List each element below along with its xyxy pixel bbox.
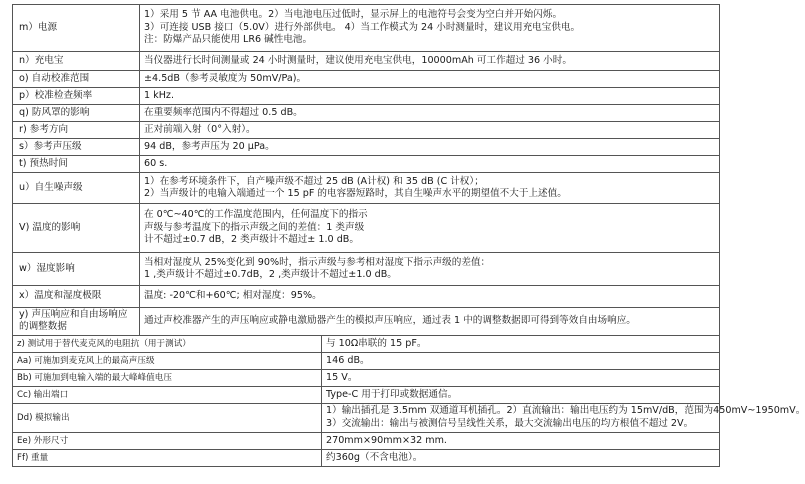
spec-value-line: 当相对湿度从 25%变化到 90%时，指示声级与参考相对湿度下指示声级的差值： bbox=[144, 256, 491, 268]
spec-key: Dd) 模拟输出 bbox=[13, 403, 322, 432]
spec-value bbox=[140, 52, 720, 71]
spec-value-line: 正对前端入射（0°入射）。 bbox=[144, 123, 256, 135]
spec-value-line: Type-C 用于打印或数据通信。 bbox=[326, 388, 458, 400]
spec-value-line: 1 ,类声级计不超过±0.7dB，2 ,类声级计不超过±1.0 dB。 bbox=[144, 269, 397, 280]
spec-key: w）湿度影响 bbox=[13, 253, 140, 286]
spec-value bbox=[140, 286, 720, 308]
spec-table bbox=[12, 4, 720, 336]
spec-key: t) 预热时间 bbox=[13, 156, 140, 173]
spec-value-line: ±4.5dB（参考灵敏度为 50mV/Pa)。 bbox=[144, 72, 307, 84]
spec-key: y) 声压响应和自由场响应的调整数据 bbox=[13, 308, 140, 336]
spec-row bbox=[13, 386, 720, 403]
spec-row bbox=[13, 52, 720, 71]
spec-value-line: 146 dB。 bbox=[326, 354, 370, 366]
spec-value bbox=[140, 156, 720, 173]
spec-row bbox=[13, 308, 720, 336]
spec-value bbox=[140, 173, 720, 204]
spec-value-line: 在 0℃~40℃的工作温度范围内，任何温度下的指示 bbox=[144, 209, 368, 221]
spec-value bbox=[140, 88, 720, 105]
spec-row bbox=[13, 253, 720, 286]
spec-key: s）参考声压级 bbox=[13, 139, 140, 156]
spec-row bbox=[13, 71, 720, 88]
spec-value bbox=[322, 449, 720, 466]
spec-key: z) 测试用于替代麦克风的电阻抗（用于测试） bbox=[13, 335, 322, 352]
spec-key: u）自生噪声级 bbox=[13, 173, 140, 204]
spec-value bbox=[140, 204, 720, 253]
spec-value bbox=[322, 335, 720, 352]
spec-value-line: 1）采用 5 节 AA 电池供电。2）当电池电压过低时，显示屏上的电池符号会变为空白并开始闪烁。 bbox=[144, 9, 563, 21]
spec-row bbox=[13, 369, 720, 386]
spec-row bbox=[13, 352, 720, 369]
spec-key: m）电源 bbox=[13, 5, 140, 52]
spec-value-line: 温度: -20℃和+60℃; 相对湿度：95%。 bbox=[144, 290, 322, 302]
spec-value bbox=[322, 403, 805, 432]
spec-value-line: 与 10Ω串联的 15 pF。 bbox=[326, 337, 427, 349]
spec-row bbox=[13, 156, 720, 173]
spec-row bbox=[13, 449, 720, 466]
spec-value bbox=[140, 122, 720, 139]
spec-value-line: 270mm×90mm×32 mm. bbox=[326, 434, 447, 446]
spec-value-line: 3）可连接 USB 接口（5.0V）进行外部供电。 4）当工作模式为 24 小时测量时，建议用充电宝供电。 bbox=[144, 21, 581, 33]
spec-value-line: 1）在参考环境条件下，自产噪声级不超过 25 dB (A计权) 和 35 dB (C 计权）； bbox=[144, 175, 484, 187]
spec-row bbox=[13, 122, 720, 139]
spec-value bbox=[140, 308, 720, 336]
spec-value-line: 计不超过±0.7 dB，2 类声级计不超过± 1.0 dB。 bbox=[144, 234, 359, 246]
spec-key: n）充电宝 bbox=[13, 52, 140, 71]
spec-value bbox=[140, 71, 720, 88]
spec-row bbox=[13, 432, 720, 449]
spec-value bbox=[322, 369, 720, 386]
spec-value-line: 注：防爆产品只能使用 LR6 碱性电池。 bbox=[144, 34, 313, 46]
spec-value-line: 当仪器进行长时间测量或 24 小时测量时，建议使用充电宝供电，10000mAh 可工作超过 36 小时。 bbox=[144, 54, 572, 66]
spec-row bbox=[13, 5, 720, 52]
spec-value bbox=[322, 352, 720, 369]
spec-value-line: 60 s. bbox=[144, 157, 168, 169]
spec-value-line: 94 dB，参考声压为 20 μPa。 bbox=[144, 140, 275, 152]
spec-value-line: 1 kHz. bbox=[144, 89, 175, 101]
spec-value-line: 在重要频率范围内不得超过 0.5 dB。 bbox=[144, 106, 303, 118]
spec-row bbox=[13, 105, 720, 122]
spec-value-line: 2）当声级计的电输入端通过一个 15 pF 的电容器短路时，其自生噪声水平的期望值不大于上述值。 bbox=[144, 188, 567, 199]
spec-key: Bb) 可施加到电输入端的最大峰峰值电压 bbox=[13, 369, 322, 386]
spec-key: Ff) 重量 bbox=[13, 449, 322, 466]
spec-key: x）温度和湿度极限 bbox=[13, 286, 140, 308]
spec-key: V) 温度的影响 bbox=[13, 204, 140, 253]
spec-row bbox=[13, 335, 720, 352]
spec-value bbox=[322, 386, 720, 403]
spec-key: q) 防风罩的影响 bbox=[13, 105, 140, 122]
spec-row bbox=[13, 403, 720, 432]
spec-value-line: 1）输出插孔是 3.5mm 双通道耳机插孔。2）直流输出：输出电压约为 15mV/dB，范围为450mV~1950mV。 bbox=[326, 405, 805, 417]
spec-row bbox=[13, 173, 720, 204]
spec-value-line: 3）交流输出：输出与被测信号呈线性关系，最大交流输出电压的均方根值不超过 2V。 bbox=[326, 417, 694, 429]
spec-row bbox=[13, 139, 720, 156]
spec-value bbox=[140, 5, 720, 52]
spec-value bbox=[322, 432, 720, 449]
spec-value bbox=[140, 105, 720, 122]
spec-value-line: 约360g（不含电池）。 bbox=[326, 451, 423, 463]
spec-row bbox=[13, 204, 720, 253]
spec-key: p）校准检查频率 bbox=[13, 88, 140, 105]
spec-value-line: 15 V。 bbox=[326, 371, 358, 383]
spec-key: Aa) 可施加到麦克风上的最高声压级 bbox=[13, 352, 322, 369]
spec-value-line: 声级与参考温度下的指示声级之间的差值：1 类声级 bbox=[144, 221, 365, 233]
spec-row bbox=[13, 286, 720, 308]
spec-key: Cc) 输出端口 bbox=[13, 386, 322, 403]
spec-value bbox=[140, 253, 720, 286]
spec-key: o) 自动校准范围 bbox=[13, 71, 140, 88]
spec-key: r) 参考方向 bbox=[13, 122, 140, 139]
spec-key: Ee) 外形尺寸 bbox=[13, 432, 322, 449]
spec-table-b bbox=[12, 335, 805, 467]
spec-value-line: 通过声校准器产生的声压响应或静电激励器产生的模拟声压响应，通过表 1 中的调整数据即可得到等效自由场响应。 bbox=[144, 315, 636, 327]
spec-row bbox=[13, 88, 720, 105]
spec-value bbox=[140, 139, 720, 156]
